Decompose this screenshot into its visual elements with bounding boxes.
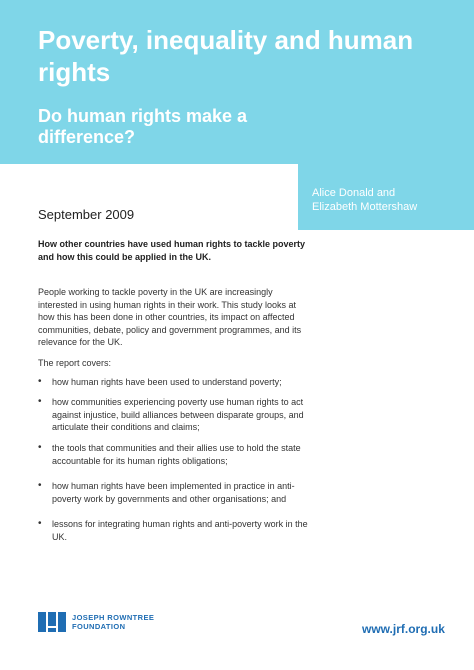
report-subtitle: Do human rights make a difference? [38,106,248,147]
authors [312,186,472,214]
website-link[interactable]: www.jrf.org.uk [362,622,445,636]
list-item: • how human rights have been implemented in practice in anti-poverty work by governments and other organisations; and [38,480,318,505]
jrf-logo[interactable] [38,611,154,633]
publication-date: September 2009 [38,207,135,222]
list-item: • lessons for integrating human rights and anti-poverty work in the UK. [38,518,318,543]
jrf-logo-text [72,613,154,631]
logo-line-1: JOSEPH ROWNTREE [72,613,155,622]
lead-summary: How other countries have used human rights to tackle poverty and how this could be applied in the UK. [38,239,306,262]
report-title: Poverty, inequality and human rights [38,25,414,87]
author-line-2: Elizabeth Mottershaw [312,201,418,213]
author-line-1: Alice Donald and [312,187,396,199]
intro-paragraph: People working to tackle poverty in the UK are increasingly interested in using human rights in their work. This study looks at how this has been done in other countries, its impact on affected communities, debate, policy and government programmes, and its relevance for the UK. [38,287,302,347]
list-item: • how human rights have been used to understand poverty; [38,376,318,389]
logo-line-2: FOUNDATION [72,622,126,631]
list-item: • how communities experiencing poverty use human rights to act against injustice, build alliances between disparate groups, and articulate their conditions and claims; [38,396,318,434]
list-item: • the tools that communities and their allies use to hold the state accountable for its human rights obligations; [38,442,318,467]
covers-label: The report covers: [38,358,112,368]
jrf-logo-mark-icon [38,612,68,632]
